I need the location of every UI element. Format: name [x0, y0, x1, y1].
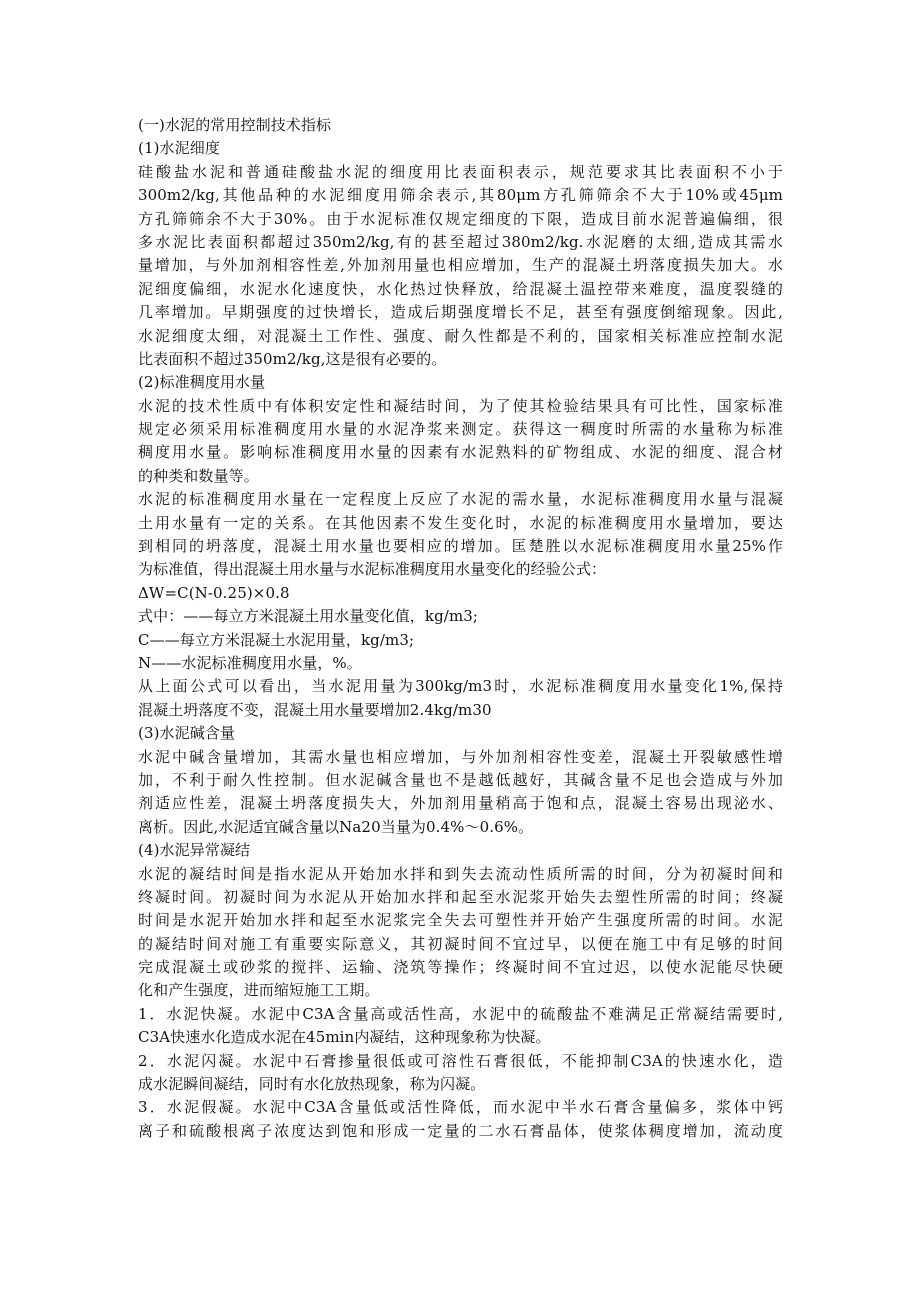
- text-line: 时间是水泥开始加水拌和起至水泥浆完全失去可塑性并开始产生强度所需的时间。水泥: [138, 911, 783, 930]
- text-line: (2)标准稠度用水量: [138, 373, 266, 392]
- text-line: 的种类和数量等。: [138, 466, 259, 485]
- text-line: 的凝结时间对施工有重要实际意义，其初凝时间不宜过早，以便在施工中有足够的时间: [138, 934, 783, 953]
- text-line: 水泥的技术性质中有体积安定性和凝结时间，为了使其检验结果具有可比性，国家标准: [138, 396, 783, 415]
- text-line: 规定必须采用标准稠度用水量的水泥净浆来测定。获得这一稠度时所需的水量称为标准: [138, 420, 783, 439]
- text-line: 方孔筛筛余不大于30%。由于水泥标准仅规定细度的下限，造成目前水泥普遍偏细，很: [138, 209, 783, 228]
- text-line: N——水泥标准稠度用水量，%。: [138, 653, 362, 672]
- text-line: 水泥的标准稠度用水量在一定程度上反应了水泥的需水量，水泥标准稠度用水量与混凝: [138, 490, 783, 509]
- text-line: 1．水泥快凝。水泥中C3A含量高或活性高，水泥中的硫酸盐不难满足正常凝结需要时,: [138, 1004, 783, 1023]
- text-line: 几率增加。早期强度的过快增长，造成后期强度增长不足，甚至有强度倒缩现象。因此,: [138, 303, 783, 322]
- text-line: (4)水泥异常凝结: [138, 841, 251, 860]
- document-page: [138, 114, 783, 1143]
- text-line: (1)水泥细度: [138, 139, 220, 158]
- text-line: 量增加，与外加剂相容性差,外加剂用量也相应增加，生产的混凝土坍落度损失加大。水: [138, 256, 783, 275]
- text-line: ΔW=C(N-0.25)×0.8: [138, 583, 290, 602]
- text-line: (一)水泥的常用控制技术指标: [138, 116, 332, 134]
- text-line: 稠度用水量。影响标准稠度用水量的因素有水泥熟料的矿物组成、水泥的细度、混合材: [138, 443, 783, 462]
- text-line: 剂适应性差，混凝土坍落度损失大，外加剂用量稍高于饱和点，混凝土容易出现泌水、: [138, 794, 783, 813]
- text-line: 成水泥瞬间凝结，同时有水化放热现象，称为闪凝。: [138, 1075, 486, 1094]
- text-line: C3A快速水化造成水泥在45min内凝结，这种现象称为快凝。: [138, 1028, 551, 1047]
- text-line: 为标准值，得出混凝土用水量与水泥标准稠度用水量变化的经验公式：: [138, 560, 607, 579]
- text-line: 混凝土坍落度不变，混凝土用水量要增加2.4kg/m30: [138, 700, 492, 719]
- text-line: 2．水泥闪凝。水泥中石膏掺量很低或可溶性石膏很低，不能抑制C3A的快速水化，造: [138, 1051, 783, 1070]
- text-line: 完成混凝土或砂浆的搅拌、运输、浇筑等操作；终凝时间不宜过迟，以使水泥能尽快硬: [138, 958, 783, 977]
- text-line: 硅酸盐水泥和普通硅酸盐水泥的细度用比表面积表示，规范要求其比表面积不小于: [138, 162, 783, 181]
- text-line: C——每立方米混凝土水泥用量，kg/m3;: [138, 630, 415, 649]
- text-line: 化和产生强度，进而缩短施工工期。: [138, 981, 380, 1000]
- text-line: 离析。因此,水泥适宜碱含量以Na20当量为0.4%～0.6%。: [138, 817, 534, 836]
- text-line: 比表面积不超过350m2/kg,这是很有必要的。: [138, 349, 447, 368]
- text-line: 从上面公式可以看出，当水泥用量为300kg/m3时，水泥标准稠度用水量变化1%,保持: [138, 677, 783, 696]
- text-line: 式中：——每立方米混凝土用水量变化值，kg/m3;: [138, 607, 479, 626]
- text-line: 土用水量有一定的关系。在其他因素不发生变化时，水泥的标准稠度用水量增加，要达: [138, 513, 783, 532]
- text-line: 水泥的凝结时间是指水泥从开始加水拌和到失去流动性质所需的时间，分为初凝时间和: [138, 864, 783, 883]
- text-line: (3)水泥碱含量: [138, 724, 236, 743]
- text-line: 终凝时间。初凝时间为水泥从开始加水拌和起至水泥浆开始失去塑性所需的时间；终凝: [138, 887, 783, 906]
- text-line: 3．水泥假凝。水泥中C3A含量低或活性降低，而水泥中半水石膏含量偏多，浆体中钙: [138, 1098, 783, 1117]
- text-line: 到相同的坍落度，混凝土用水量也要相应的增加。匡楚胜以水泥标准稠度用水量25%作: [138, 537, 783, 556]
- text-line: 水泥细度太细，对混凝土工作性、强度、耐久性都是不利的，国家相关标准应控制水泥: [138, 326, 783, 345]
- text-line: 多水泥比表面积都超过350m2/kg,有的甚至超过380m2/kg.水泥磨的太细,造成其需水: [138, 232, 783, 251]
- text-line: 水泥中碱含量增加，其需水量也相应增加，与外加剂相容性变差，混凝土开裂敏感性增: [138, 747, 783, 766]
- text-line: 泥细度偏细，水泥水化速度快，水化热过快释放，给混凝土温控带来难度，温度裂缝的: [138, 279, 783, 298]
- text-line: 加，不利于耐久性控制。但水泥碱含量也不是越低越好，其碱含量不足也会造成与外加: [138, 770, 783, 789]
- text-line: 离子和硫酸根离子浓度达到饱和形成一定量的二水石膏晶体，使浆体稠度增加，流动度: [138, 1121, 783, 1140]
- text-line: 300m2/kg,其他品种的水泥细度用筛余表示,其80μm方孔筛筛余不大于10%或45μm: [138, 186, 783, 205]
